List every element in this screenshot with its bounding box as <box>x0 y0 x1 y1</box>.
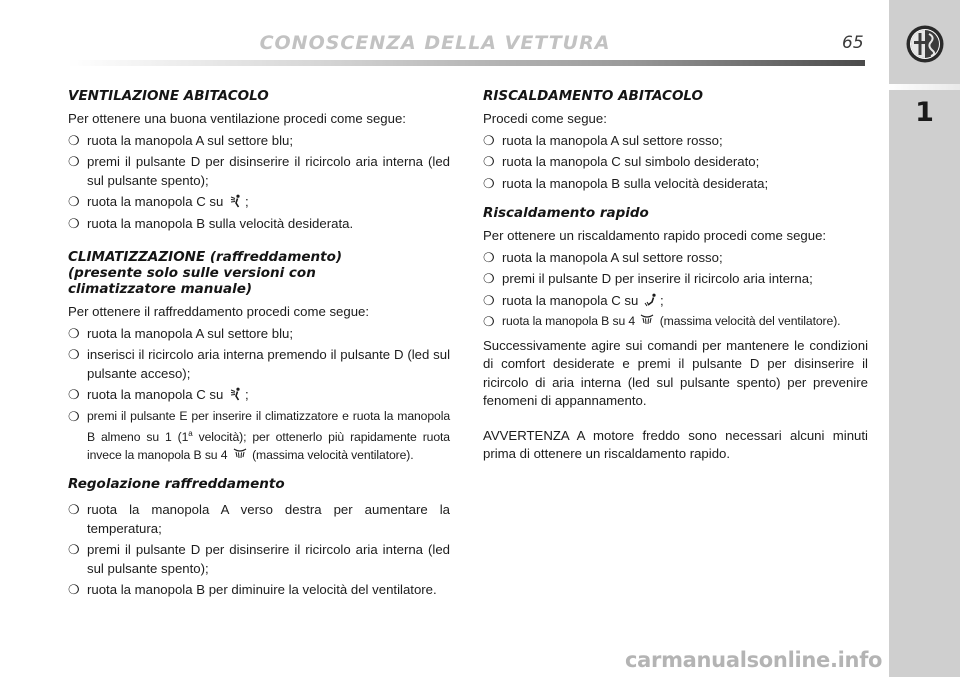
climate-heading-line-3: climatizzatore manuale) <box>68 281 253 297</box>
chapter-number: 1 <box>915 97 934 128</box>
rapid-heating-heading: Riscaldamento rapido <box>483 205 649 221</box>
list-item <box>68 501 450 538</box>
bullet-mark: ❍ <box>483 271 495 286</box>
bullet-mark: ❍ <box>483 314 495 329</box>
list-item-text: ruota la manopola C su <box>87 194 224 209</box>
bullet-mark: ❍ <box>68 542 80 558</box>
bullet-mark: ❍ <box>483 175 495 191</box>
list-item-text: ruota la manopola A sul settore blu; <box>87 325 294 341</box>
bullet-mark: ❍ <box>68 408 80 424</box>
list-item <box>68 153 450 190</box>
bullet-mark: ❍ <box>68 387 80 402</box>
warning-note: AVVERTENZA A motore freddo sono necessari alcuni minuti prima di ottenere un riscaldamento rapido. <box>483 427 868 461</box>
punctuation: ; <box>245 194 249 209</box>
list-item <box>483 270 868 289</box>
heating-intro: Procedi come segue: <box>483 111 607 126</box>
bullet-mark: ❍ <box>68 582 80 598</box>
list-item-text: (massima velocità del ventilatore). <box>659 314 841 328</box>
fan-max-icon <box>640 313 654 327</box>
list-item-text: ruota la manopola C su <box>502 292 639 308</box>
list-item <box>68 541 450 578</box>
bullet-mark: ❍ <box>68 347 80 362</box>
list-item-text: ruota la manopola C sul simbolo desiderato; <box>502 154 760 169</box>
bullet-mark: ❍ <box>68 154 80 169</box>
right-column <box>483 88 868 464</box>
list-item-text: premi il pulsante E per inserire il climatizzatore e ruota la manopola B almeno su 1 (1 <box>87 408 450 445</box>
climate-heading-line-1: CLIMATIZZAZIONE (raffreddamento) <box>68 249 343 265</box>
list-item-text: ruota la manopola B sulla velocità desiderata. <box>87 215 354 231</box>
list-item <box>483 249 868 268</box>
list-item-text: ruota la manopola A sul settore blu; <box>87 132 294 148</box>
list-item-text: velocità); per ottenerlo più rapidamente ruota invece la manopola B su 4 <box>87 430 450 462</box>
face-vent-icon <box>229 194 243 208</box>
list-item <box>68 581 450 600</box>
header-rule <box>68 60 865 66</box>
climate-heading-line-2: (presente solo sulle versioni con <box>68 265 316 281</box>
list-item-text: inserisci il ricircolo aria interna premendo il pulsante D (led sul pulsante acceso); <box>87 347 450 381</box>
bullet-mark: ❍ <box>68 325 80 341</box>
punctuation: ; <box>660 292 664 308</box>
superscript: a <box>188 429 193 438</box>
list-item <box>68 325 450 344</box>
bullet-mark: ❍ <box>68 215 80 231</box>
list-item-text: ruota la manopola B sulla velocità desiderata; <box>502 175 769 191</box>
list-item-text: ruota la manopola B per diminuire la velocità del ventilatore. <box>87 582 437 598</box>
list-item <box>483 132 868 151</box>
feet-vent-icon <box>644 293 658 307</box>
climate-intro: Per ottenere il raffreddamento procedi come segue: <box>68 304 370 319</box>
list-item <box>483 153 868 172</box>
page-header-title: CONOSCENZA DELLA VETTURA <box>259 32 611 54</box>
fan-max-icon <box>233 447 247 461</box>
list-item <box>68 215 450 234</box>
list-item <box>483 313 868 331</box>
heating-heading: RISCALDAMENTO ABITACOLO <box>483 88 704 104</box>
list-item <box>68 408 450 465</box>
list-item-text: ruota la manopola A sul settore rosso; <box>502 249 723 265</box>
list-item <box>483 292 868 311</box>
list-item-text: (massima velocità ventilatore). <box>252 447 414 462</box>
cooling-adjustment-heading: Regolazione raffreddamento <box>68 476 285 493</box>
bullet-mark: ❍ <box>483 154 495 169</box>
list-item-text: ruota la manopola C su <box>87 387 224 402</box>
alfa-romeo-logo-icon <box>905 24 945 64</box>
side-tab-divider <box>889 84 960 90</box>
list-item-text: ruota la manopola A verso destra per aumentare la temperatura; <box>87 502 450 536</box>
list-item-text: ruota la manopola A sul settore rosso; <box>502 132 723 148</box>
bullet-mark: ❍ <box>68 132 80 148</box>
watermark: carmanualsonline.info <box>625 648 883 672</box>
rapid-heating-intro: Per ottenere un riscaldamento rapido procedi come segue: <box>483 228 827 243</box>
left-column <box>68 88 450 600</box>
page-number: 65 <box>842 33 864 53</box>
list-item <box>68 132 450 151</box>
rapid-heating-paragraph: Successivamente agire sui comandi per mantenere le condizioni di comfort desiderate e premi il pulsante D per disinserire il ricircolo di aria interna (led sul pulsante spento) per prevenire fenomeni di appannamento. <box>483 337 868 408</box>
punctuation: ; <box>245 387 249 402</box>
list-item <box>68 386 450 405</box>
list-item-text: ruota la manopola B su 4 <box>502 314 636 328</box>
ventilation-heading: VENTILAZIONE ABITACOLO <box>68 88 269 104</box>
ventilation-intro: Per ottenere una buona ventilazione procedi come segue: <box>68 111 406 126</box>
list-item <box>483 175 868 194</box>
list-item-text: premi il pulsante D per inserire il ricircolo aria interna; <box>502 271 813 286</box>
face-vent-icon <box>229 387 243 401</box>
bullet-mark: ❍ <box>483 249 495 265</box>
bullet-mark: ❍ <box>483 132 495 148</box>
bullet-mark: ❍ <box>68 194 80 209</box>
list-item-text: premi il pulsante D per disinserire il ricircolo aria interna (led sul pulsante spento); <box>87 154 450 188</box>
list-item-text: premi il pulsante D per disinserire il ricircolo aria interna (led sul pulsante spento); <box>87 542 450 576</box>
bullet-mark: ❍ <box>68 502 80 518</box>
list-item <box>68 193 450 212</box>
bullet-mark: ❍ <box>483 292 495 308</box>
list-item <box>68 346 450 383</box>
